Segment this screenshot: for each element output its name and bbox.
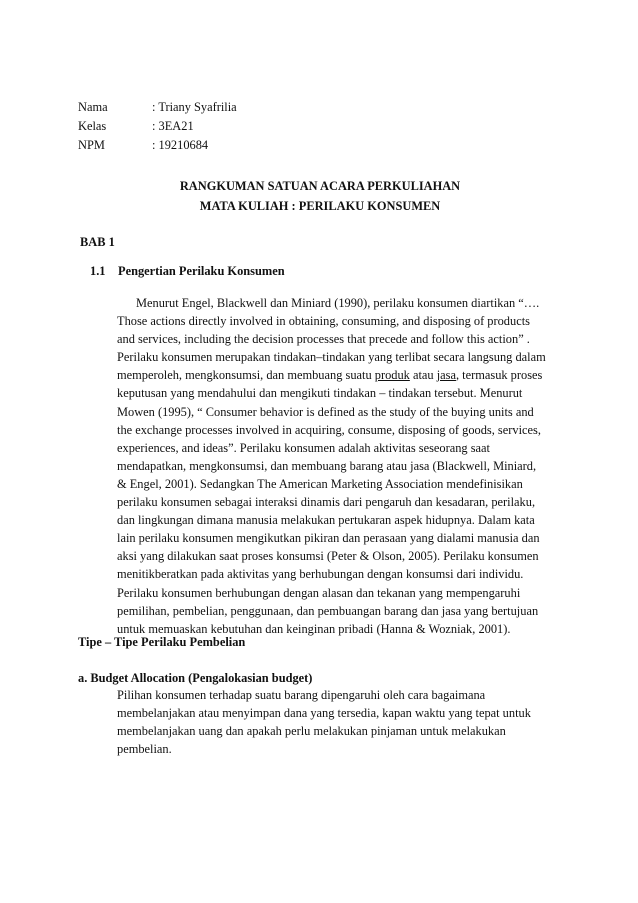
chapter-heading: BAB 1 (80, 235, 115, 249)
paragraph-line (117, 312, 567, 330)
text-run: Pilihan konsumen terhadap suatu barang dipengaruhi oleh cara bagaimana (117, 688, 486, 702)
name-label: Nama (78, 100, 108, 114)
paragraph-line (117, 475, 567, 493)
text-run: the exchange processes involved in acquiring, consume, disposing of goods, services, (117, 422, 541, 437)
text-run: Menurut Engel, Blackwell dan Miniard (1990), perilaku konsumen diartikan “…. (136, 296, 540, 310)
document-subtitle (0, 198, 638, 215)
text-run: keputusan yang mendahului dan mengikuti tindakan – tindakan tersebut. Menurut (117, 386, 523, 401)
text-run: Those actions directly involved in obtaining, consuming, and disposing of products (117, 314, 530, 329)
underlined-term: jasa (436, 368, 456, 383)
text-run: pembelian. (117, 742, 172, 757)
paragraph-line (117, 330, 567, 348)
paragraph-line (117, 403, 567, 421)
text-run: Perilaku konsumen merupakan tindakan–tindakan yang terlibat secara langsung dalam (117, 350, 546, 365)
npm-label: NPM (78, 138, 105, 152)
class-value: : 3EA21 (152, 119, 194, 133)
document-title (0, 178, 638, 195)
paragraph-line (117, 740, 567, 758)
paragraph-budget-allocation (117, 686, 567, 758)
budget-allocation-heading: a. Budget Allocation (Pengalokasian budget) (78, 671, 313, 685)
text-run: aksi yang dilakukan saat proses konsumsi (Peter & Olson, 2005). Perilaku konsumen (117, 549, 539, 564)
text-run: Perilaku konsumen berhubungan dengan alasan dan tekanan yang mempengaruhi (117, 585, 521, 600)
text-run: untuk memuaskan kebutuhan dan keinginan pribadi (Hanna & Wozniak, 2001). (117, 621, 511, 636)
text-run: and services, including the decision processes that precede and follow this action” . (117, 332, 530, 347)
text-run: mendapatkan, mengkonsumsi, dan membuang barang atau jasa (Blackwell, Miniard, (117, 458, 537, 473)
text-run: & Engel, 2001). Sedangkan The American Marketing Association mendefinisikan (117, 476, 523, 491)
section-number: 1.1 (90, 264, 106, 278)
text-run: menitikberatkan pada aktivitas yang berhubungan dengan konsumsi dari individu. (117, 567, 524, 582)
paragraph-line (117, 421, 567, 439)
paragraph-line (117, 565, 567, 583)
title-line-2: MATA KULIAH : PERILAKU KONSUMEN (199, 199, 441, 213)
text-run: dan lingkungan dimana manusia melakukan pertukaran aspek hidupnya. Dalam kata (117, 513, 535, 528)
paragraph-line (117, 529, 567, 547)
title-line-1: RANGKUMAN SATUAN ACARA PERKULIAHAN (179, 179, 461, 193)
paragraph-line (117, 686, 567, 704)
paragraph-line (117, 722, 567, 740)
class-label: Kelas (78, 119, 107, 133)
paragraph-line (117, 602, 567, 620)
name-value: : Triany Syafrilia (152, 100, 237, 114)
paragraph-line (117, 348, 567, 366)
paragraph-line (117, 439, 567, 457)
paragraph-line (117, 547, 567, 565)
text-run: Mowen (1995), “ Consumer behavior is defined as the study of the buying units and (117, 404, 534, 419)
paragraph-line (117, 384, 567, 402)
text-run: pemilihan, pembelian, penggunaan, dan pembuangan barang dan jasa yang bertujuan (117, 603, 539, 618)
paragraph-line (117, 704, 567, 722)
section-title: Pengertian Perilaku Konsumen (118, 264, 285, 278)
purchase-types-heading: Tipe – Tipe Perilaku Pembelian (78, 635, 246, 649)
underlined-term: produk (374, 368, 410, 383)
paragraph-line (117, 584, 567, 602)
paragraph-line (117, 493, 567, 511)
text-run: , termasuk proses (455, 368, 543, 383)
text-run: memperoleh, mengkonsumsi, dan membuang suatu (117, 368, 375, 383)
npm-value: : 19210684 (152, 138, 209, 152)
paragraph-line (117, 366, 567, 384)
paragraph-line (117, 511, 567, 529)
text-run: experiences, and ideas”. Perilaku konsumen adalah aktivitas seseorang saat (117, 440, 490, 455)
text-run: membelanjakan atau menyimpan dana yang tersedia, kapan waktu yang tepat untuk (117, 706, 531, 721)
text-run: lain perilaku konsumen mengikutkan pikiran dan perasaan yang dialami manusia dan (117, 531, 540, 546)
paragraph-line (117, 457, 567, 475)
text-run: membelanjakan uang dan apakah perlu melakukan pinjaman untuk melakukan (117, 724, 506, 739)
paragraph-line (117, 294, 567, 312)
paragraph-definition (117, 294, 567, 638)
text-run: atau (409, 368, 437, 383)
text-run: perilaku konsumen sebagai interaksi dinamis dari pengaruh dan kesadaran, perilaku, (117, 495, 536, 510)
